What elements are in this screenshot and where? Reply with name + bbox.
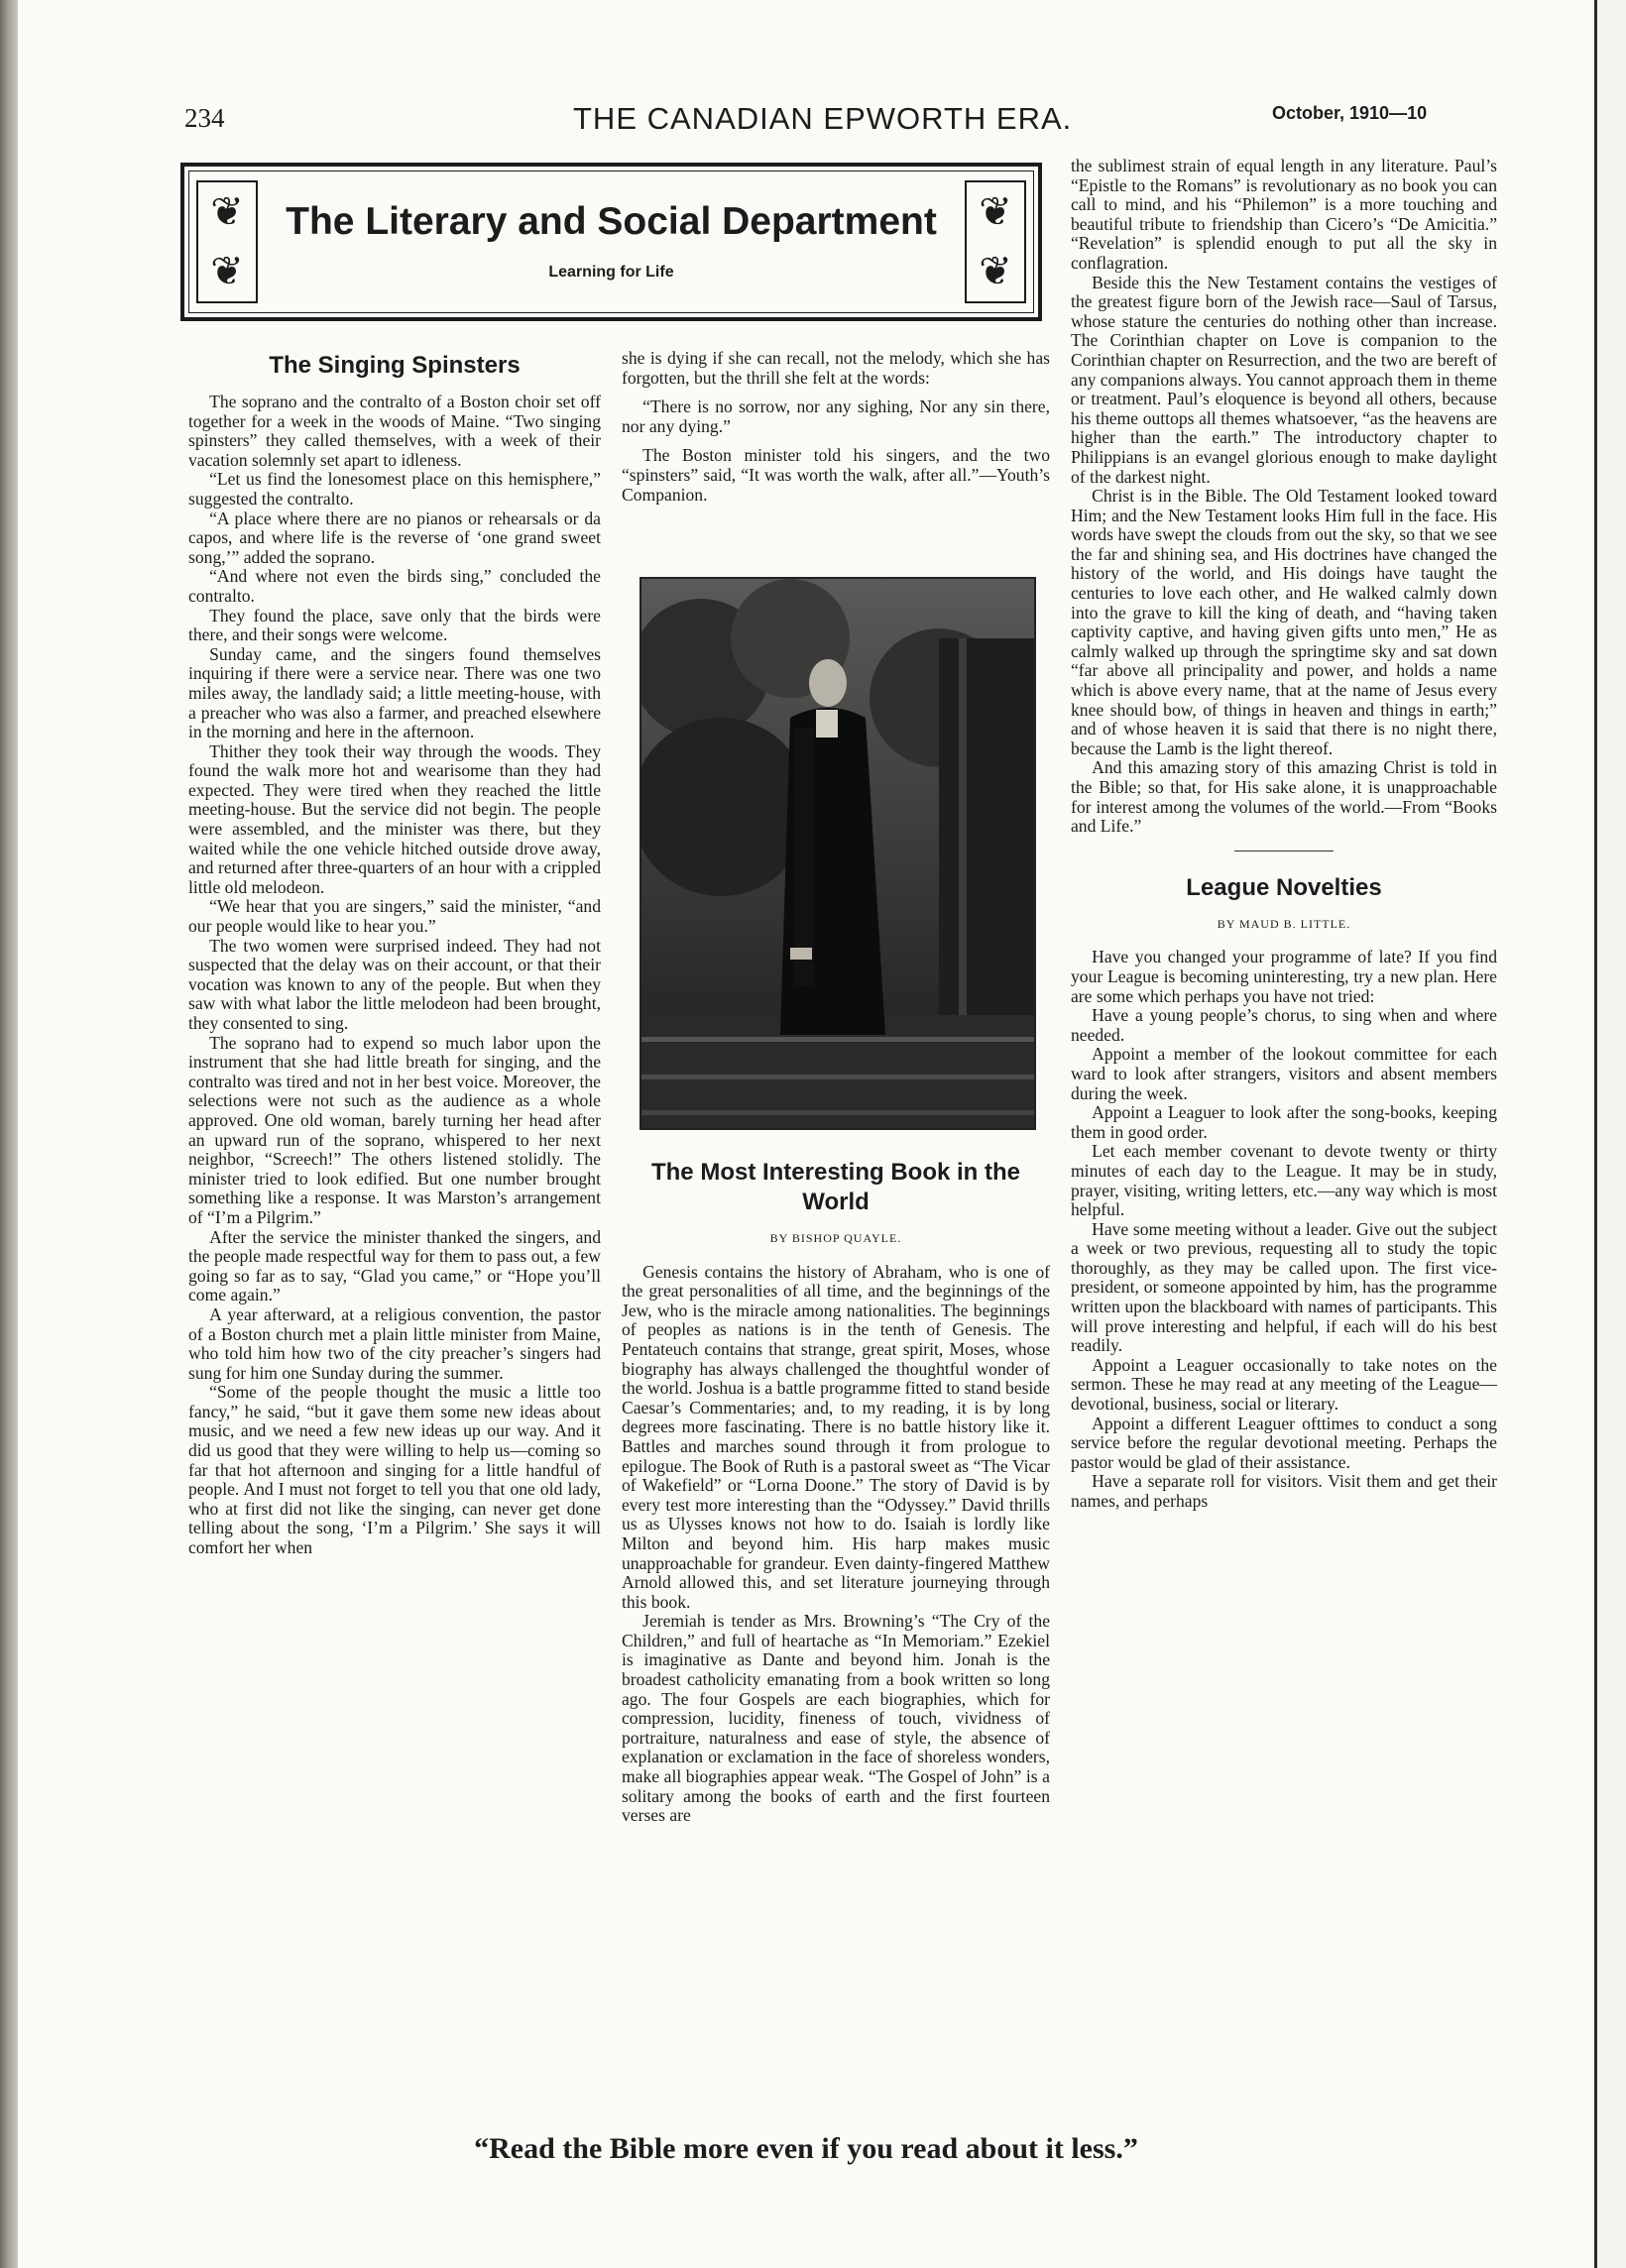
paragraph: Appoint a different Leaguer ofttimes to conduct a song service before the regular devotional meeting. Perhaps the pastor would be glad of their assistance. [1071,1413,1497,1472]
department-banner [180,163,1042,321]
paragraph: Genesis contains the history of Abraham, who is one of the great personalities of all time, and the beginnings of the Jew, who is the miracle among nationalities. The beginnings of peoples as nations is in the tenth of Genesis. The Pentateuch contains that strange, great spirit, Moses, whose biography has always challenged the thoughtful wonder of the world. Joshua is a battle programme fitted to stand beside Caesar’s Commentaries; and, to my reading, it is by long degrees more fascinating. There is no battle history like it. Battles and marches sound through it from prologue to epilogue. The Book of Ruth is a pastoral sweet as “The Vicar of Wakefield” or “Lorna Doone.” The story of David is by every test more interesting than the “Odyssey.” David thrills us as Ulysses knows not how to do. Isaiah is lordly like Milton and beyond him. His harp makes music unapproachable for grandeur. Even dainty-fingered Matthew Arnold allowed this, and set literature journeying through this book. [622,1261,1050,1612]
paragraph: Have a separate roll for visitors. Visit them and get their names, and perhaps [1071,1471,1497,1511]
paragraph: The soprano and the contralto of a Boston choir set off together for a week in the woods of Maine. “Two singing spinsters” they called themselves, with a week of their vacation solemnly set apart to idleness. [188,392,601,470]
paragraph: “We hear that you are singers,” said the minister, “and our people would like to hear you.” [188,896,601,937]
paragraph: The Boston minister told his singers, and the two “spinsters” said, “It was worth the walk, after all.”—Youth’s Companion. [622,445,1050,505]
paragraph: Christ is in the Bible. The Old Testament looked toward Him; and the New Testament looks Him full in the face. His words have swept the clouds from out the sky, so that we see the far and shining sea, and His doctrines have changed the history of the world, and His doings have taught the centuries to love each other, and He walked calmly down into the grave to kill the king of death, and “having taken captivity captive, and having given gifts unto men,” He as calmly walked up through the springtime sky and sat down “far above all principality and power, and holds a name which is above every name, that at the name of Jesus every knee should bow, of things in heaven and things in earth;” and of whose heaven it is said that there is no night there, because the Lamb is the light thereof. [1071,486,1497,758]
paragraph: “Let us find the lonesomest place on this hemisphere,” suggested the contralto. [188,469,601,509]
paragraph: Appoint a Leaguer occasionally to take notes on the sermon. These he may read at any meeting of the League—devotional, business, social or literary. [1071,1354,1497,1415]
paragraph: Beside this the New Testament contains the vestiges of the greatest figure born of the Jewish race—Saul of Tarsus, whose stature the centuries do nothing other than increase. The Corinthian chapter on Love is companion to the Corinthian chapter on Resurrection, and the two are bereft of any companions always. You cannot approach them in theme or treatment. Paul’s eloquence is beyond all others, because his theme outtops all themes whatsoever, “as the heavens are higher than the earth.” The introductory chapter to Philippians is an evangel glorious enough to make daylight of the darkest night. [1071,272,1497,487]
photograph-portrait-icon [639,577,1036,1130]
paragraph: the sublimest strain of equal length in any literature. Paul’s “Epistle to the Romans” is revolutionary as no book you can call to mind, and his “Philemon” is a more touching and beautiful tribute to friendship than Cicero’s “De Amicitia.” “Revelation” is splendid enough to put all the sky in conflagration. [1071,156,1497,273]
paragraph: After the service the minister thanked the singers, and the people made respectful way for them to pass out, a few going so far as to say, “Glad you came,” or “Hope you’ll come again.” [188,1226,601,1305]
paragraph: Have some meeting without a leader. Give out the subject a week or two previous, requesting all to study the topic thoroughly, as they may be called upon. The first vice-president, or someone appointed by him, has the programme written upon the blackboard with names of participants. This will prove interesting and helpful, if each will do his best readily. [1071,1218,1497,1356]
paragraph: Appoint a member of the lookout committee for each ward to look after strangers, visitors and absent members during the week. [1071,1044,1497,1103]
byline: BY BISHOP QUAYLE. [769,1231,902,1245]
footer-quote: “Read the Bible more even if you read about it less.” [474,2132,1138,2165]
ornament-icon: ❦ ❦ [965,180,1026,303]
ornament-icon: ❦ ❦ [196,180,258,303]
paragraph: “Some of the people thought the music a little too fancy,” he said, “but it gave them some new ideas about music, and we need a few new ideas up our way. And it did us good that they were willing to help us—coming so far that hot afternoon and singing for a little handful of people. And I must not forget to tell you that one old lady, who at first did not like the singing, can never get done telling about the song, ‘I’m a Pilgrim.’ She says it will comfort her when [188,1382,601,1558]
paragraph: Have you changed your programme of late? If you find your League is becoming uninteresting, try a new plan. Here are some which perhaps you have not tried: [1071,947,1497,1006]
divider [1234,850,1334,851]
byline: BY MAUD B. LITTLE. [1217,916,1351,931]
paragraph: A year afterward, at a religious convention, the pastor of a Boston church met a plain little minister from Maine, who told him how two of the city preacher’s singers had sung for him one Sunday during the summer. [188,1304,601,1383]
paragraph: Sunday came, and the singers found themselves inquiring if there were a service near. There was one two miles away, the landlady said; a little meeting-house, with a preacher who was also a farmer, and preached elsewhere in the morning and here in the afternoon. [188,643,601,742]
department-subtitle: Learning for Life [548,264,674,281]
article-title-league-novelties: League Novelties [1186,873,1382,901]
article-title-interesting-book: The Most Interesting Book in the World [650,1159,1020,1215]
paragraph: The two women were surprised indeed. They had not suspected that the delay was on their account, or that their vocation was known to any of the people. But when they saw with what labor the little melodeon had been brought, they consented to sing. [188,935,601,1033]
column-2-bottom [622,1158,1050,1826]
paragraph: Jeremiah is tender as Mrs. Browning’s “The Cry of the Children,” and full of heartache as “In Memoriam.” Ezekiel is imaginative as Dante and beyond him. Jonah is the broadest catholicity emanating from a book written so long ago. The four Gospels are each biographies, which for compression, lucidity, fineness of touch, vividness of portraiture, naturalness and ease of style, the absence of explanation or exclamation in the face of shoreless wonders, make all biographies appear weak. “The Gospel of John” is a solitary among the books of earth and the first fourteen verses are [622,1611,1050,1826]
paragraph: And this amazing story of this amazing Christ is told in the Bible; so that, for His sake alone, it is unapproachable for interest among the volumes of the world.—From “Books and Life.” [1071,757,1497,837]
department-title: The Literary and Social Department [286,200,937,243]
running-title: THE CANADIAN EPWORTH ERA. [573,101,1073,136]
paragraph: she is dying if she can recall, not the melody, which she has forgotten, but the thrill she felt at the words: [622,348,1050,388]
paragraph: “And where not even the birds sing,” concluded the contralto. [188,566,601,606]
paragraph: Let each member covenant to devote twenty or thirty minutes of each day to the League. It may be in study, prayer, visiting, writing letters, etc.—any way which is most helpful. [1071,1141,1497,1220]
paragraph: Appoint a Leaguer to look after the song-books, keeping them in good order. [1071,1102,1497,1142]
paragraph: Thither they took their way through the woods. They found the walk more hot and wearisome than they had expected. They were tired when they reached the little meeting-house. But the service did not begin. The people were assembled, and the minister was there, but they waited while the one vehicle hitched outside drove away, and returned after three-quarters of an hour with a crippled little old melodeon. [188,740,601,897]
book-binding [0,0,18,2268]
paragraph: The soprano had to expend so much labor upon the instrument that she had little breath for singing, and the contralto was tired and not in her best voice. Moreover, the selections were not such as the audience as a whole approved. One old woman, barely turning her head after an upward run of the soprano, whispered to her next neighbor, “Screech!” The others listened stolidly. The minister tried to look edified. But one number brought something like a response. It was Marston’s arrangement of “I’m a Pilgrim.” [188,1032,601,1227]
article-title-singing-spinsters: The Singing Spinsters [269,352,521,379]
column-2-top [622,349,1050,505]
magazine-page [18,0,1594,2268]
poem-quote: “There is no sorrow, nor any sighing, Nor any sin there, nor any dying.” [622,397,1050,436]
paragraph: Have a young people’s chorus, to sing when and where needed. [1071,1005,1497,1045]
column-3 [1071,157,1497,1512]
page-number: 234 [184,103,225,133]
paragraph: They found the place, save only that the birds were there, and their songs were welcome. [188,605,601,645]
issue-date: October, 1910—10 [1272,103,1428,123]
next-page-edge [1594,0,1626,2268]
paragraph: “A place where there are no pianos or rehearsals or da capos, and where life is the reverse of ‘one grand sweet song,’” added the soprano. [188,508,601,567]
column-1 [188,351,601,1558]
